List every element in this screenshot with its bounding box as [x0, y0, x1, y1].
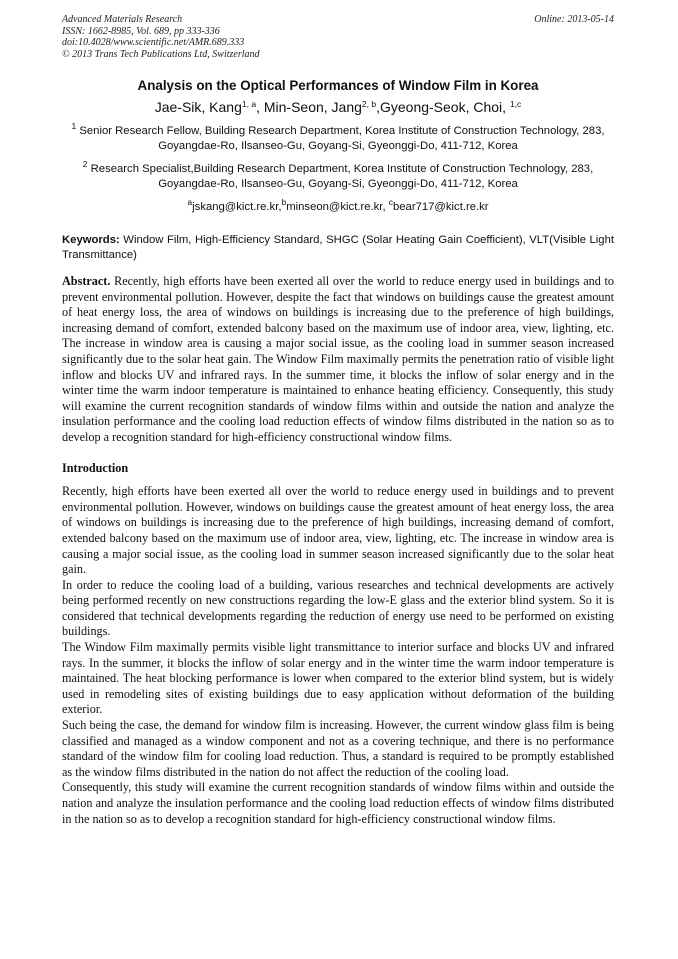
affiliation-2 [62, 159, 614, 192]
author-list [62, 99, 614, 116]
paragraph: Recently, high efforts have been exerted all over the world to reduce energy used in buildings and to prevent environmental pollution. However, windows on buildings cause the greatest amount of heat energy loss, the area of windows on buildings is increasing due to the preference of high buildings, increasing demand of comfort, extended balcony based on the maximum use of indoor area, view, lighting, etc. The increase in window area is causing a major social issue, as the cooling load in summer season increased significantly due to the solar heat gain. [62, 484, 614, 577]
email-link[interactable]: minseon@kict.re.kr, [286, 201, 389, 213]
email-link[interactable]: bear717@kict.re.kr [392, 201, 489, 213]
keywords-label: Keywords: [62, 234, 120, 246]
paragraph: Such being the case, the demand for window film is increasing. However, the current window glass film is being classified and managed as a window component and not as a covering technique, and there is no performance standard of the window film for cooling load reduction. Thus, a standard is required to be promptly established as the window films distributed in the nation do not affect the reduction of the cooling load. [62, 718, 614, 779]
author-affiliation-mark: 1, a [241, 99, 257, 109]
author-affiliation-mark: 2, b [361, 99, 377, 109]
issn-line: ISSN: 1662-8985, Vol. 689, pp 333-336 [62, 25, 220, 37]
affiliation-text: Research Specialist,Building Research Department, Korea Institute of Construction Technology, 283, Goyangdae-Ro, Ilsanseo-Gu, Goyang-Si, Gyeonggi-Do, 411-712, Korea [87, 163, 594, 190]
introduction-body [62, 484, 614, 827]
abstract-label: Abstract. [62, 274, 111, 288]
email-mark: a [187, 197, 193, 207]
email-mark: b [281, 197, 287, 207]
online-date: Online: 2013-05-14 [534, 14, 614, 25]
section-heading-introduction: Introduction [62, 460, 129, 475]
affiliation-number: 2 [82, 159, 88, 169]
copyright-line: © 2013 Trans Tech Publications Ltd, Switzerland [62, 48, 260, 60]
keywords-text: Window Film, High-Efficiency Standard, SHGC (Solar Heating Gain Coefficient), VLT(Visible Light Transmittance) [62, 234, 614, 261]
affiliation-text: Senior Research Fellow, Building Research Department, Korea Institute of Construction Technology, 283, Goyangdae-Ro, Ilsanseo-Gu, Goyang-Si, Gyeonggi-Do, 411-712, Korea [76, 125, 605, 152]
abstract-text: Recently, high efforts have been exerted all over the world to reduce energy used in buildings and to prevent environmental pollution. However, despite the fact that windows on buildings cause the greatest amount of heat energy loss, the area of windows on buildings is increasing due to the preference of high buildings, increasing demand of comfort, extended balcony based on the maximum use of indoor area, view, lighting, etc. The increase in window area is causing a major social issue, as the cooling load in summer season increased significantly due to the solar heat gain. The Window Film maximally permits the penetration ratio of visible light inflow and blocks UV and infrared rays. In the summer time, it blocks the inflow of solar energy and in the winter time the warm indoor temperature is maintained to enhance heating efficiency. Consequently, this study will examine the current recognition standards of window films within and outside the nation and analyze the insulation performance and the cooling load reduction effects of window films distributed in the nation so as to develop a recognition standard for high-efficiency constructional window films. [62, 274, 614, 444]
author-separator: , [256, 99, 264, 115]
doi-link[interactable]: doi:10.4028/www.scientific.net/AMR.689.333 [62, 37, 245, 48]
author-separator: , [376, 99, 380, 115]
author-name: Min-Seon, Jang [263, 99, 362, 115]
paragraph: Consequently, this study will examine the current recognition standards of window films within and outside the nation and analyze the insulation performance and the cooling load reduction effects of window films distributed in the nation so as to develop a recognition standard for high-efficiency constructional window films. [62, 780, 614, 826]
keywords [62, 233, 614, 263]
email-link[interactable]: jskang@kict.re.kr, [192, 201, 282, 213]
paragraph: The Window Film maximally permits visible light transmittance to interior surface and blocks UV and infrared rays. In the summer, it blocks the inflow of solar energy and in the winter time the warm indoor temperature is maintained. The heat blocking performance is lower when compared to the exterior blind system, but is widely used in remodeling sites of existing buildings due to easy application without deformation of the building exterior. [62, 640, 614, 717]
paper-page [62, 14, 614, 827]
author-emails [62, 197, 614, 215]
journal-name: Advanced Materials Research [62, 14, 183, 25]
paragraph: In order to reduce the cooling load of a building, various researches and technical developments are actively being performed recently on new constructions regarding the low-E glass and the exterior blind system. So it is considered that technical developments regarding the reduction of energy use need to be performed on existing buildings. [62, 577, 614, 639]
paper-title: Analysis on the Optical Performances of Window Film in Korea [137, 78, 539, 93]
email-mark: c [388, 197, 393, 207]
journal-header [62, 14, 614, 60]
affiliation-1 [62, 121, 614, 154]
author-name: Jae-Sik, Kang [154, 99, 242, 115]
affiliation-number: 1 [71, 121, 77, 131]
author-affiliation-mark: 1,c [509, 99, 522, 109]
abstract [62, 274, 614, 446]
author-name: Gyeong-Seok, Choi, [379, 99, 510, 115]
